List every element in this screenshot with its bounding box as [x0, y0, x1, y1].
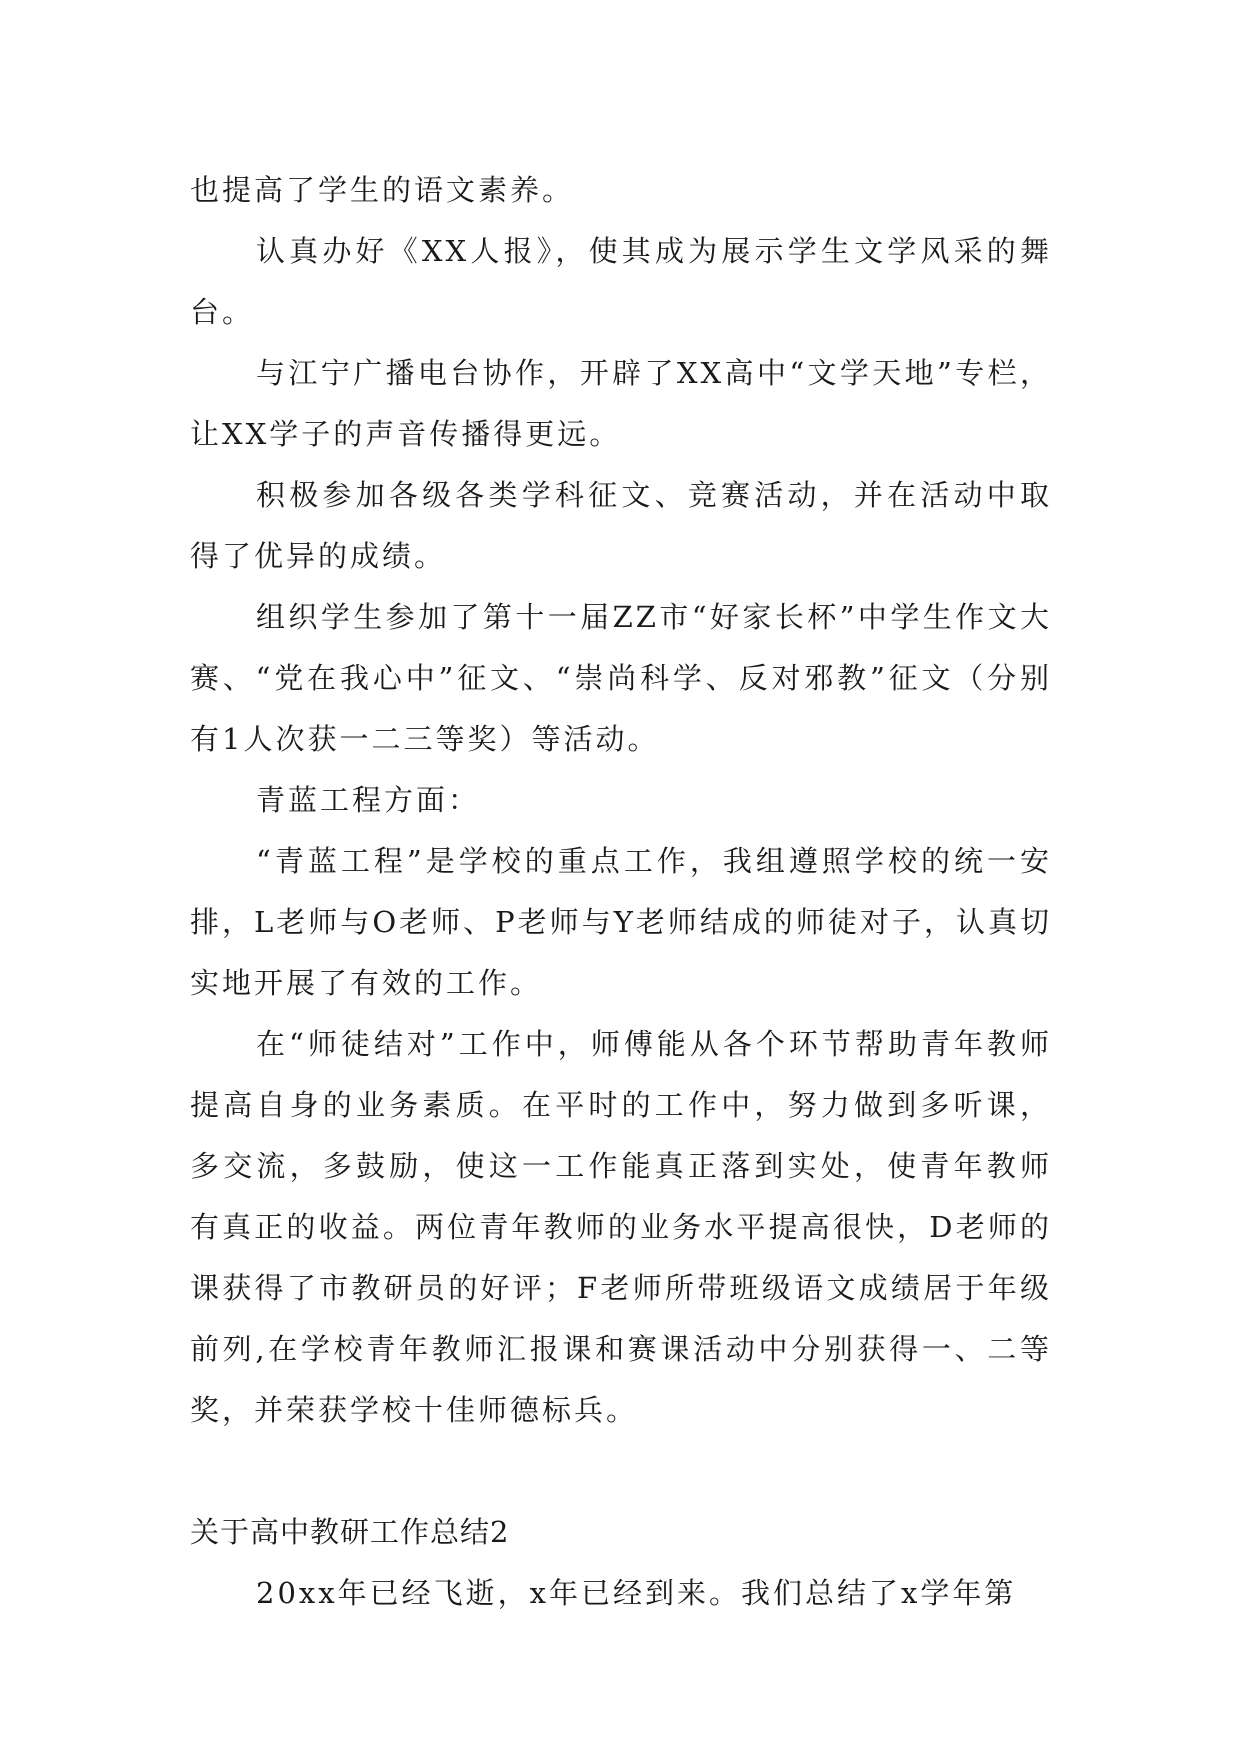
paragraph-qinglan-title: 青蓝工程方面： [256, 783, 481, 817]
paragraph-mentorship: 在“师徒结对”工作中，师傅能从各个环节帮助青年教师提高自身的业务素质。在平时的工作中，努力做到多听课，多交流，多鼓励，使这一工作能真正落到实处，使青年教师有真正的收益。两位青年教师的业务水平提高很快，D老师的课获得了市教研员的好评；F老师所带班级语文成绩居于年级前列,在学校青年教师汇报课和赛课活动中分别获得一、二等奖，并荣获学校十佳师德标兵。 [190, 1027, 1052, 1427]
paragraph-newspaper: 认真办好《XX人报》，使其成为展示学生文学风采的舞台。 [190, 234, 1052, 329]
paragraph-year-summary: 20xx年已经飞逝，x年已经到来。我们总结了x学年第 [256, 1576, 1017, 1610]
paragraph-radio-column: 与江宁广播电台协作，开辟了XX高中“文学天地”专栏，让XX学子的声音传播得更远。 [190, 356, 1052, 451]
paragraph-essay-contests: 组织学生参加了第十一届ZZ市“好家长杯”中学生作文大赛、“党在我心中”征文、“崇尚科学、反对邪教”征文（分别有1人次获一二三等奖）等活动。 [190, 600, 1052, 756]
paragraph-qinglan-project: “青蓝工程”是学校的重点工作，我组遵照学校的统一安排，L老师与O老师、P老师与Y老师结成的师徒对子，认真切实地开展了有效的工作。 [190, 844, 1052, 1000]
paragraph-continuation: 也提高了学生的语文素养。 [190, 173, 575, 207]
document-body [190, 160, 1052, 1624]
paragraph-competitions: 积极参加各级各类学科征文、竞赛活动，并在活动中取得了优异的成绩。 [190, 478, 1052, 573]
section-heading: 关于高中教研工作总结2 [190, 1515, 510, 1549]
